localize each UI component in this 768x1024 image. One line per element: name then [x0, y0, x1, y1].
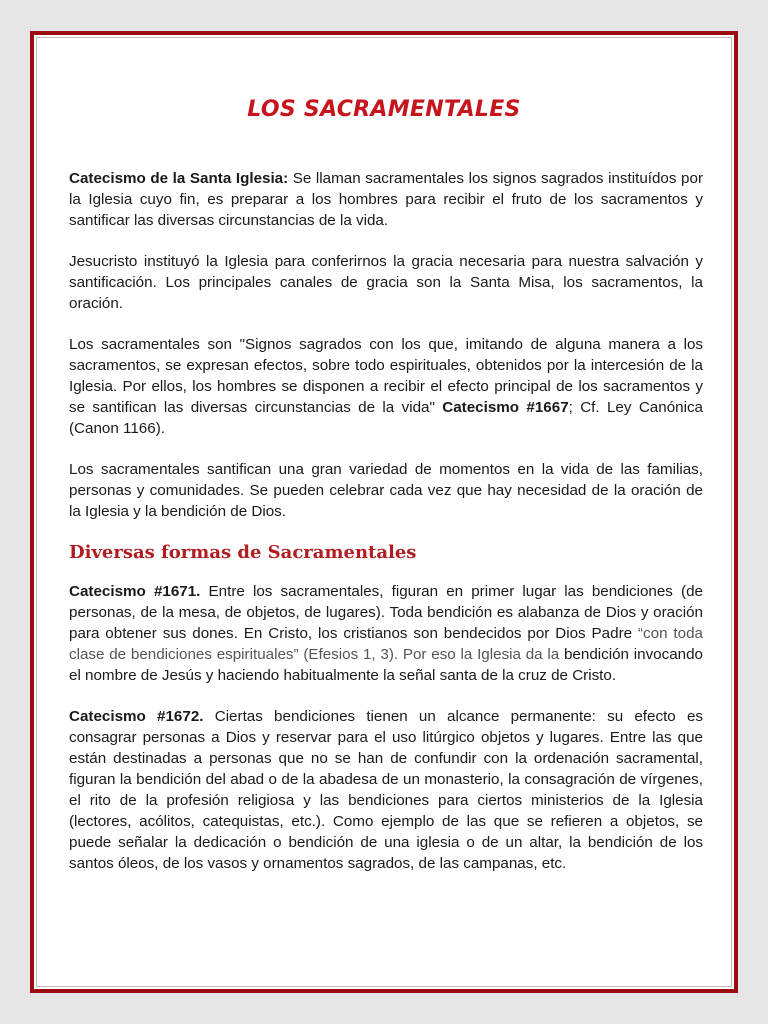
paragraph-santifican-text: Los sacramentales santifican una gran variedad de momentos en la vida de las familias, personas y comunidades. Se pueden celebrar cada vez que hay necesidad de la oración de la Iglesia y la bendición de Dios.	[69, 461, 703, 520]
paragraph-catecismo-1672	[69, 706, 703, 874]
paragraph-catecismo-1671	[69, 581, 703, 686]
paragraph-intro	[69, 168, 703, 231]
catecismo-1667-ref: Catecismo #1667	[442, 399, 569, 416]
paragraph-1671-text: Entre los sacramentales, figuran en primer lugar las bendiciones (de personas, de la mesa, de objetos, de lugares). Toda bendición es alabanza de Dios y oración para obtener sus dones. En Cristo, los cristianos son bendecidos por Dios Padre	[69, 583, 703, 642]
paragraph-1672-text: Ciertas bendiciones tienen un alcance permanente: su efecto es consagrar personas a Dios y reservar para el uso litúrgico objetos y lugares. Entre las que están destinadas a personas que no se han de confundir con la ordenación sacramental, figuran la bendición del abad o de la abadesa de un monasterio, la consagración de vírgenes, el rito de la profesión religiosa y las bendiciones para ciertos ministerios de la Iglesia (lectores, acólitos, catequistas, etc.). Como ejemplo de las que se refieren a objetos, se puede señalar la dedicación o bendición de una iglesia o de un altar, la bendición de los santos óleos, de los vasos y ornamentos sagrados, de las campanas, etc.	[69, 708, 703, 872]
catecismo-1672-ref: Catecismo #1672.	[69, 708, 204, 725]
paragraph-1671-tail: bendición invocando el nombre de Jesús y haciendo habitualmente la señal santa de la cruz de Cristo.	[69, 646, 704, 684]
paragraph-definicion	[69, 334, 703, 439]
page-title: LOS SACRAMENTALES	[247, 97, 521, 122]
paragraph-jesucristo-text: Jesucristo instituyó la Iglesia para conferirnos la gracia necesaria para nuestra salvación y santificación. Los principales canales de gracia son la Santa Misa, los sacramentos, la oración.	[69, 253, 703, 312]
document-body	[69, 168, 703, 894]
paragraph-definicion-tail: ; Cf. Ley Canónica (Canon 1166).	[69, 399, 703, 437]
page-frame	[30, 31, 738, 993]
paragraph-intro-text: Se llaman sacramentales los signos sagrados instituídos por la Iglesia cuyo fin, es preparar a los hombres para recibir el fruto de los sacramentos y santificar las diversas circunstancias de la vida.	[69, 170, 703, 229]
paragraph-intro-lead: Catecismo de la Santa Iglesia:	[69, 170, 289, 187]
paragraph-jesucristo	[69, 251, 703, 314]
paragraph-definicion-text: Los sacramentales son "Signos sagrados con los que, imitando de alguna manera a los sacramentos, se expresan efectos, sobre todo espirituales, obtenidos por la intercesión de la Iglesia. Por ellos, los hombres se disponen a recibir el efecto principal de los sacramentos y se santifican las diversas circunstancias de la vida"	[69, 336, 703, 416]
section-heading: Diversas formas de Sacramentales	[69, 542, 417, 563]
paragraph-santifican	[69, 459, 703, 522]
efesios-quote: “con toda clase de bendiciones espirituales” (Efesios 1, 3). Por eso la Iglesia da la	[69, 625, 703, 663]
catecismo-1671-ref: Catecismo #1671.	[69, 583, 201, 600]
